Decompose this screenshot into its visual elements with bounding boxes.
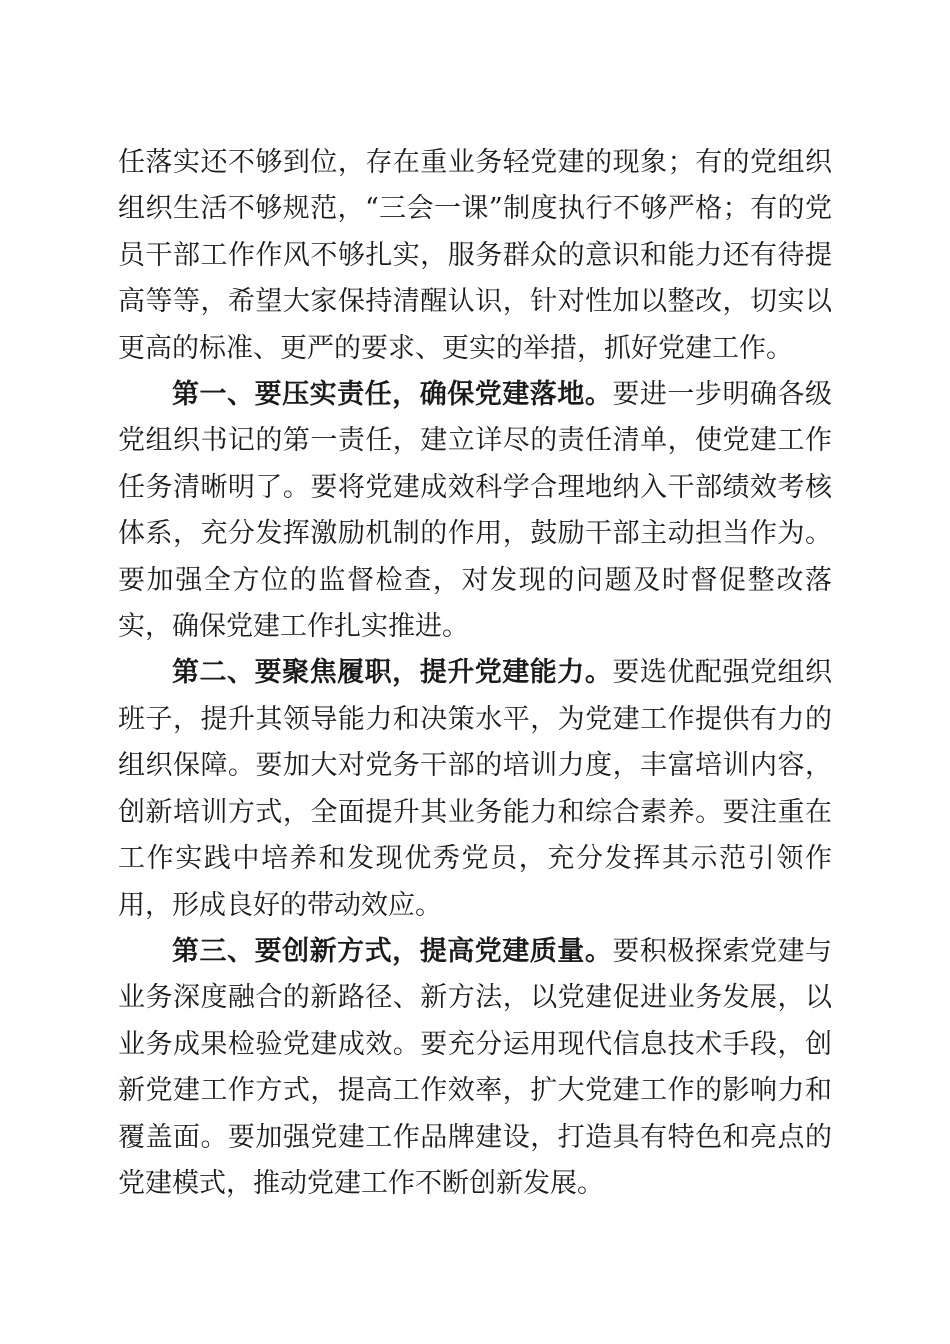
paragraph-intro (118, 140, 832, 372)
paragraph-second-text: 要选优配强党组织班子，提升其领导能力和决策水平，为党建工作提供有力的组织保障。要加大对党务干部的培训力度，丰富培训内容，创新培训方式，全面提升其业务能力和综合素养。要注重在工作实践中培养和发现优秀党员，充分发挥其示范引领作用，形成良好的带动效应。 (118, 657, 833, 921)
paragraph-third (118, 929, 832, 1207)
paragraph-second (118, 650, 832, 928)
paragraph-first-heading: 第一、要压实责任，确保党建落地。 (172, 379, 613, 411)
paragraph-first-text: 要进一步明确各级党组织书记的第一责任，建立详尽的责任清单，使党建工作任务清晰明了。要将党建成效科学合理地纳入干部绩效考核体系，充分发挥激励机制的作用，鼓励干部主动担当作为。要加强全方位的监督检查，对发现的问题及时督促整改落实，确保党建工作扎实推进。 (118, 379, 833, 643)
paragraph-third-heading: 第三、要创新方式，提高党建质量。 (172, 935, 613, 967)
document-page (118, 140, 832, 1207)
paragraph-third-text: 要积极探索党建与业务深度融合的新路径、新方法，以党建促进业务发展，以业务成果检验党建成效。要充分运用现代信息技术手段，创新党建工作方式，提高工作效率，扩大党建工作的影响力和覆盖面。要加强党建工作品牌建设，打造具有特色和亮点的党建模式，推动党建工作不断创新发展。 (118, 935, 833, 1199)
paragraph-first (118, 372, 832, 650)
paragraph-intro-text: 任落实还不够到位，存在重业务轻党建的现象；有的党组织组织生活不够规范，“三会一课”制度执行不够严格；有的党员干部工作作风不够扎实，服务群众的意识和能力还有待提高等等，希望大家保持清醒认识，针对性加以整改，切实以更高的标准、更严的要求、更实的举措，抓好党建工作。 (118, 147, 832, 364)
paragraph-second-heading: 第二、要聚焦履职，提升党建能力。 (172, 657, 613, 689)
